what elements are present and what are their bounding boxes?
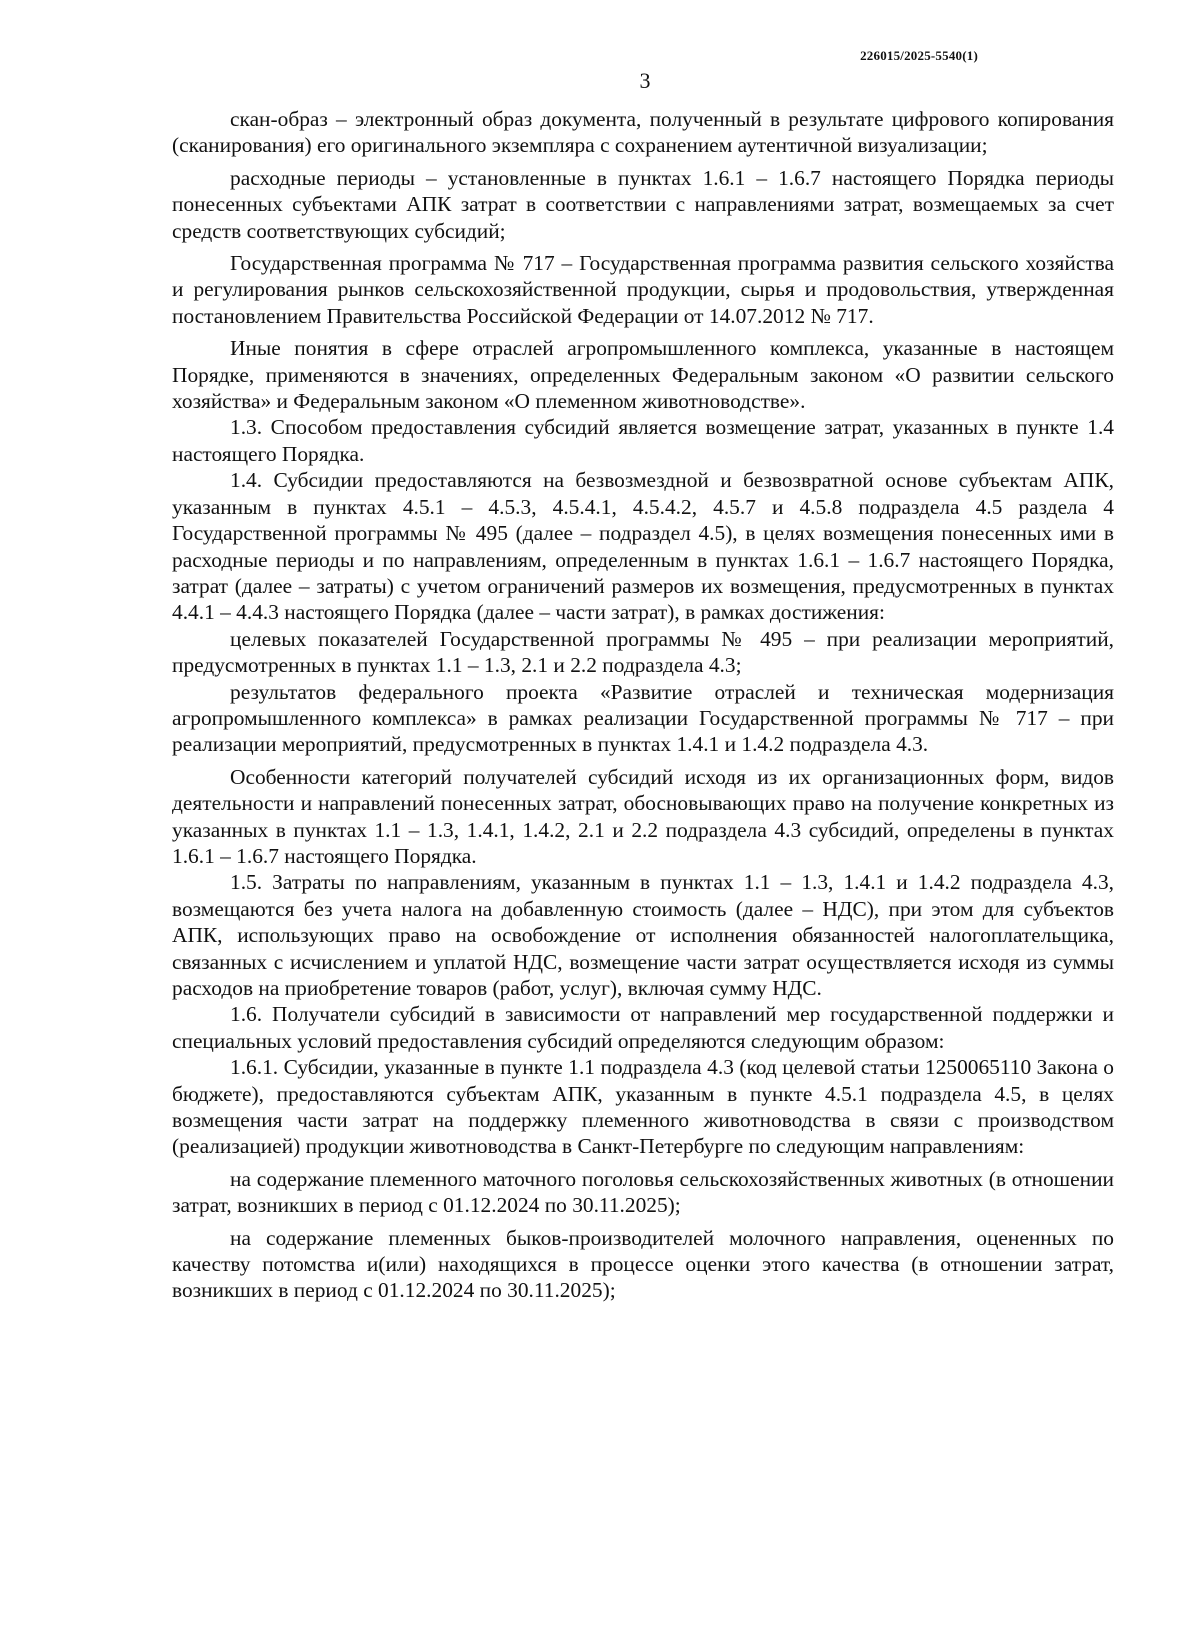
paragraph-1-5: 1.5. Затраты по направлениям, указанным в пунктах 1.1 – 1.3, 1.4.1 и 1.4.2 подраздела 4.3, возмещаются без учета налога на добавленную стоимость (далее – НДС), при этом для субъектов АПК, использующих право на освобождение от исполнения обязанностей налогоплательщика, связанных с исчислением и уплатой НДС, возмещение части затрат осуществляется исходя из суммы расходов на приобретение товаров (работ, услуг), включая сумму НДС. <box>172 870 1114 1000</box>
paragraph-1-6: 1.6. Получатели субсидий в зависимости от направлений мер государственной поддержки и специальных условий предоставления субсидий определяются следующим образом: <box>172 1002 1114 1053</box>
paragraph-1-6-1: 1.6.1. Субсидии, указанные в пункте 1.1 подраздела 4.3 (код целевой статьи 1250065110 Закона о бюджете), предоставляются субъектам АПК, указанным в пункте 4.5.1 подраздела 4.5, в целях возмещения части затрат на поддержку племенного животноводства в связи с производством (реализацией) продукции животноводства в Санкт-Петербурге по следующим направлениям: <box>172 1055 1114 1159</box>
document-body <box>172 106 1114 1304</box>
document-registration-number: 226015/2025-5540(1) <box>860 48 978 63</box>
paragraph-expense-periods-definition: расходные периоды – установленные в пунктах 1.6.1 – 1.6.7 настоящего Порядка периоды понесенных субъектами АПК затрат в соответствии с направлениями затрат, возмещаемых за счет средств соответствующих субсидий; <box>172 165 1114 243</box>
page-number: 3 <box>639 68 651 93</box>
paragraph-state-program-717-definition: Государственная программа № 717 – Государственная программа развития сельского хозяйства и регулирования рынков сельскохозяйственной продукции, сырья и продовольствия, утвержденная постановлением Правительства Российской Федерации от 14.07.2012 № 717. <box>172 251 1114 328</box>
paragraph-target-indicators: целевых показателей Государственной программы № 495 – при реализации мероприятий, предусмотренных в пунктах 1.1 – 1.3, 2.1 и 2.2 подраздела 4.3; <box>172 626 1114 678</box>
paragraph-other-concepts: Иные понятия в сфере отраслей агропромышленного комплекса, указанные в настоящем Порядке, применяются в значениях, определенных Федеральным законом «О развитии сельского хозяйства» и Федеральным законом «О племенном животноводстве». <box>172 336 1114 414</box>
paragraph-recipient-categories: Особенности категорий получателей субсидий исходя из их организационных форм, видов деятельности и направлений понесенных затрат, обосновывающих право на получение конкретных из указанных в пунктах 1.1 – 1.3, 1.4.1, 1.4.2, 2.1 и 2.2 подраздела 4.3 субсидий, определены в пунктах 1.6.1 – 1.6.7 настоящего Порядка. <box>172 764 1114 868</box>
paragraph-federal-project-results: результатов федерального проекта «Развитие отраслей и техническая модернизация агропромышленного комплекса» в рамках реализации Государственной программы № 717 – при реализации мероприятий, предусмотренных в пунктах 1.4.1 и 1.4.2 подраздела 4.3. <box>172 679 1114 757</box>
paragraph-breeding-livestock-maintenance: на содержание племенного маточного поголовья сельскохозяйственных животных (в отношении затрат, возникших в период с 01.12.2024 по 30.11.2025); <box>172 1166 1114 1218</box>
paragraph-1-3: 1.3. Способом предоставления субсидий является возмещение затрат, указанных в пункте 1.4 настоящего Порядка. <box>172 415 1114 466</box>
paragraph-1-4: 1.4. Субсидии предоставляются на безвозмездной и безвозвратной основе субъектам АПК, указанным в пунктах 4.5.1 – 4.5.3, 4.5.4.1, 4.5.4.2, 4.5.7 и 4.5.8 подраздела 4.5 раздела 4 Государственной программы № 495 (далее – подраздел 4.5), в целях возмещения понесенных ими в расходные периоды и по направлениям, определенным в пунктах 1.6.1 – 1.6.7 настоящего Порядка, затрат (далее – затраты) с учетом ограничений размеров их возмещения, предусмотренных в пунктах 4.4.1 – 4.4.3 настоящего Порядка (далее – части затрат), в рамках достижения: <box>172 468 1114 625</box>
paragraph-breeding-bulls-maintenance: на содержание племенных быков-производителей молочного направления, оцененных по качеству потомства и(или) находящихся в процессе оценки этого качества (в отношении затрат, возникших в период с 01.12.2024 по 30.11.2025); <box>172 1225 1114 1303</box>
paragraph-scan-image-definition: скан-образ – электронный образ документа, полученный в результате цифрового копирования (сканирования) его оригинального экземпляра с сохранением аутентичной визуализации; <box>172 107 1114 158</box>
